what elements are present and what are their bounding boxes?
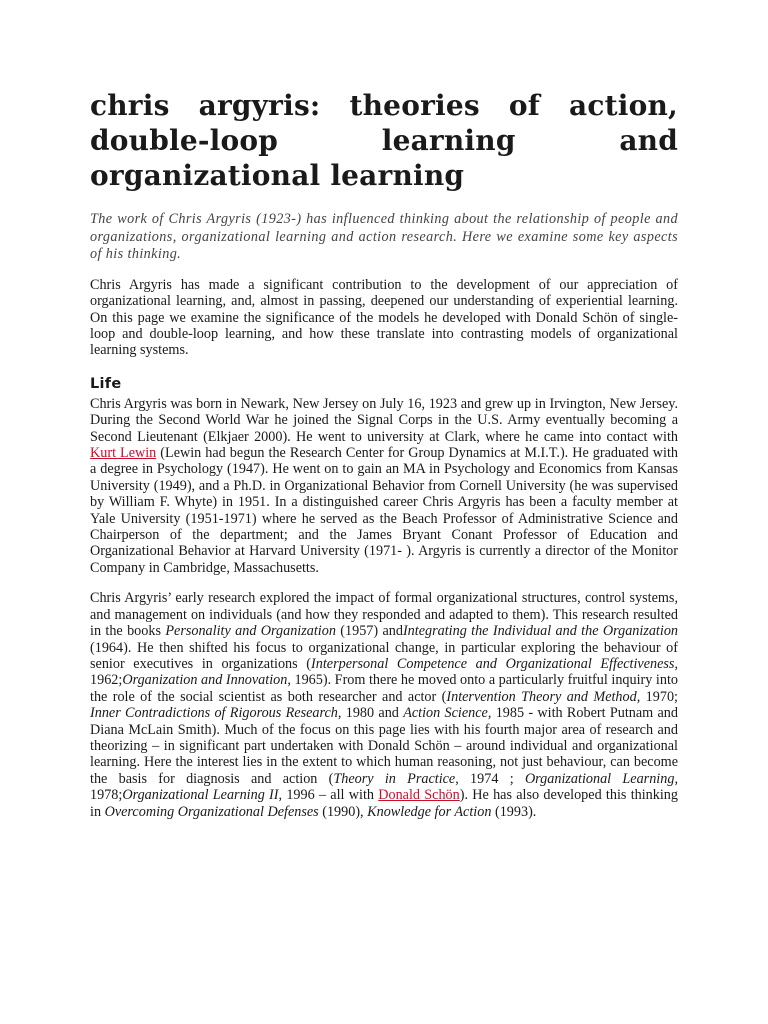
text-run: , 1970; [636,688,678,705]
page-title: chris argyris: theories of action, double-loop learning and organizational learning [90,89,678,192]
text-run: (1990), [318,803,368,820]
book-title-organizational-learning-ii: Organizational Learning II [122,787,279,804]
text-run: (1964). He then shifted his focus to organizational change, in particular exploring the behaviour of senior executives in organizations ( [90,639,678,672]
donald-schon-link[interactable]: Donald Schön [378,787,460,804]
lead-paragraph: The work of Chris Argyris (1923-) has influenced thinking about the relationship of people and organizations, organizational learning and action research. Here we examine some key aspects of his thinking. [90,211,678,263]
text-run: Chris Argyris’ early research explored the impact of formal organizational structures, control systems, and management on individuals (and how they responded and adapted to them). This research resulted in the books [90,590,678,640]
text-run: , 1996 – all with [278,787,379,804]
text-run: , 1985 - with Robert Putnam and Diana McLain Smith). Much of the focus on this page lies with his fourth major area of research and theorizing – in significant part undertaken with Donald Schön – around individual and organizational learning. Here the interest lies in the extent to which human reasoning, not just behaviour, can become the basis for diagnosis and action ( [90,705,678,787]
book-title-inner-contradictions: Inner Contradictions of Rigorous Research [90,705,338,722]
book-title-organizational-learning: Organizational Learning [524,770,675,787]
book-title-organization-and-innovation: Organization and Innovation [122,672,288,689]
text-run: Chris Argyris was born in Newark, New Jersey on July 16, 1923 and grew up in Irvington, New Jersey. During the Second World War he joined the Signal Corps in the U.S. Army eventually becoming a Second Lieutenant (Elkjaer 2000). He went to university at Clark, where he came into contact with [90,395,678,445]
book-title-knowledge-for-action: Knowledge for Action [367,803,492,820]
text-run: (Lewin had begun the Research Center for Group Dynamics at M.I.T.). He graduated with a degree in Psychology (1947). He went on to gain an MA in Psychology and Economics from Kansas University (1949), and a Ph.D. in Organizational Behavior from Cornell University (he was supervised by William F. Whyte) in 1951. In a distinguished career Chris Argyris has been a faculty member at Yale University (1951-1971) where he served as the Beach Professor of Administrative Science and Chairperson of the department; and the James Bryant Conant Professor of Education and Organizational Behavior at Harvard University (1971- ). Argyris is currently a director of the Monitor Company in Cambridge, Massachusetts. [90,445,678,576]
book-title-intervention-theory: Intervention Theory and Method [446,688,637,705]
book-title-theory-in-practice: Theory in Practice [333,770,456,787]
book-title-interpersonal-competence: Interpersonal Competence and Organizational Effectiveness [311,655,675,672]
life-paragraph-2 [90,590,678,820]
kurt-lewin-link[interactable]: Kurt Lewin [90,445,157,462]
text-run: , 1965). From there he moved onto a particularly fruitful inquiry into the role of the social scientist as both researcher and actor ( [90,672,678,705]
text-run: (1993). [491,803,537,820]
intro-paragraph: Chris Argyris has made a significant contribution to the development of our appreciation of organizational learning, and, almost in passing, deepened our understanding of experiential learning. On this page we examine the significance of the models he developed with Donald Schön of single-loop and double-loop learning, and how these translate into contrasting models of organizational learning systems. [90,276,678,359]
book-title-personality-and-organization: Personality and Organization [165,623,336,640]
section-heading-life: Life [90,375,122,392]
text-run: ). He has also developed this thinking in [90,787,678,820]
text-run: , 1962; [90,655,678,689]
text-run: (1957) and [335,623,403,640]
text-run: , 1974 ; [455,770,525,787]
book-title-overcoming-organizational-defenses: Overcoming Organizational Defenses [104,803,319,820]
text-run: , 1978; [90,770,678,804]
book-title-action-science: Action Science [403,705,488,722]
book-title-integrating-the-individual: Integrating the Individual and the Organization [402,623,679,640]
life-paragraph-1 [90,396,678,576]
text-run: , 1980 and [337,705,404,722]
